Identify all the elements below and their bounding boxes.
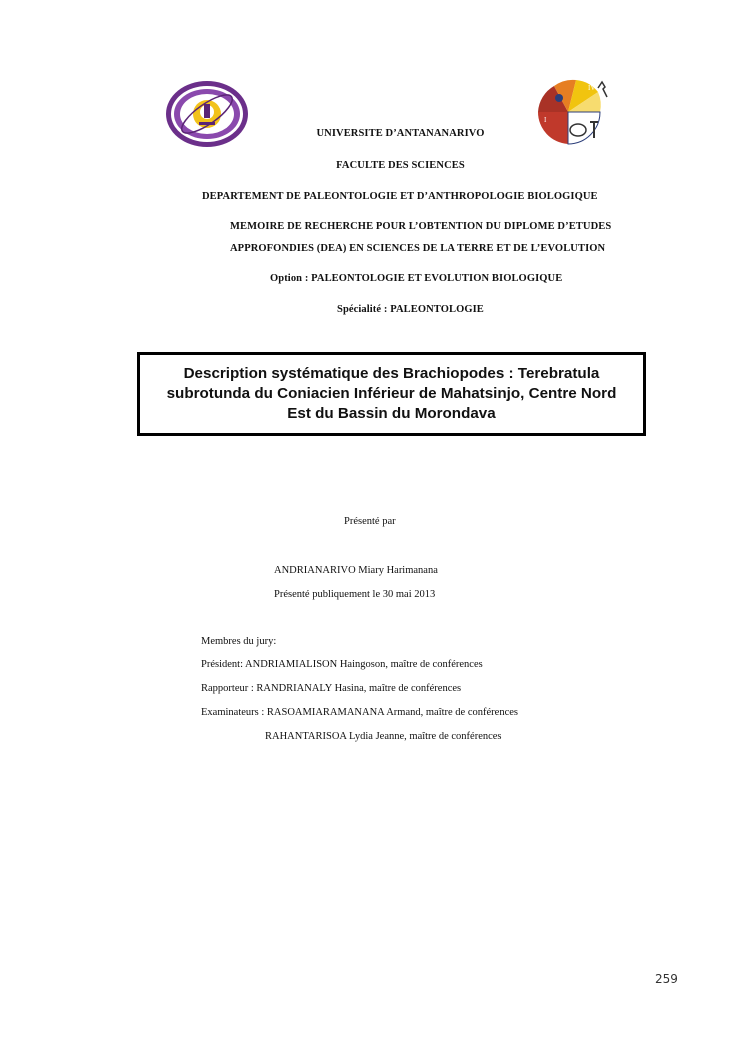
title-line-3: Est du Bassin du Morondava xyxy=(287,405,496,422)
memoire-line-2: APPROFONDIES (DEA) EN SCIENCES DE LA TERRE ET DE L’EVOLUTION xyxy=(230,243,606,254)
option-line: Option : PALEONTOLOGIE ET EVOLUTION BIOLOGIQUE xyxy=(270,273,563,284)
department-logo xyxy=(532,78,614,152)
specialite-line: Spécialité : PALEONTOLOGIE xyxy=(337,304,484,315)
presented-by-label: Présenté par xyxy=(344,516,396,527)
logo-roman-i: I xyxy=(544,116,547,124)
faculty-name: FACULTE DES SCIENCES xyxy=(336,160,465,171)
title-line-2: subrotunda du Coniacien Inférieur de Mahatsinjo, Centre Nord xyxy=(166,385,617,402)
memoire-line-1: MEMOIRE DE RECHERCHE POUR L’OBTENTION DU DIPLOME D’ETUDES xyxy=(230,221,612,232)
author-name: ANDRIANARIVO Miary Harimanana xyxy=(274,565,438,576)
jury-president: Président: ANDRIAMIALISON Haingoson, maître de conférences xyxy=(201,659,483,670)
logo-roman-iv: IV xyxy=(588,84,596,92)
page-number: 259 xyxy=(655,972,678,986)
thesis-title-box xyxy=(137,352,646,436)
jury-rapporteur: Rapporteur : RANDRIANALY Hasina, maître de conférences xyxy=(201,683,462,694)
presentation-date: Présenté publiquement le 30 mai 2013 xyxy=(274,589,436,600)
department-name: DEPARTEMENT DE PALEONTOLOGIE ET D’ANTHROPOLOGIE BIOLOGIQUE xyxy=(202,191,598,202)
jury-examinateurs: Examinateurs : RASOAMIARAMANANA Armand, maître de conférences xyxy=(201,707,518,718)
jury-examinateur-2: RAHANTARISOA Lydia Jeanne, maître de conférences xyxy=(265,731,502,742)
thesis-title xyxy=(163,364,621,424)
jury-heading: Membres du jury: xyxy=(201,636,277,647)
university-name: UNIVERSITE D’ANTANANARIVO xyxy=(316,128,485,139)
faculty-seal-logo xyxy=(163,78,253,150)
title-line-1: Description systématique des Brachiopodes : Terebratula xyxy=(183,365,600,382)
